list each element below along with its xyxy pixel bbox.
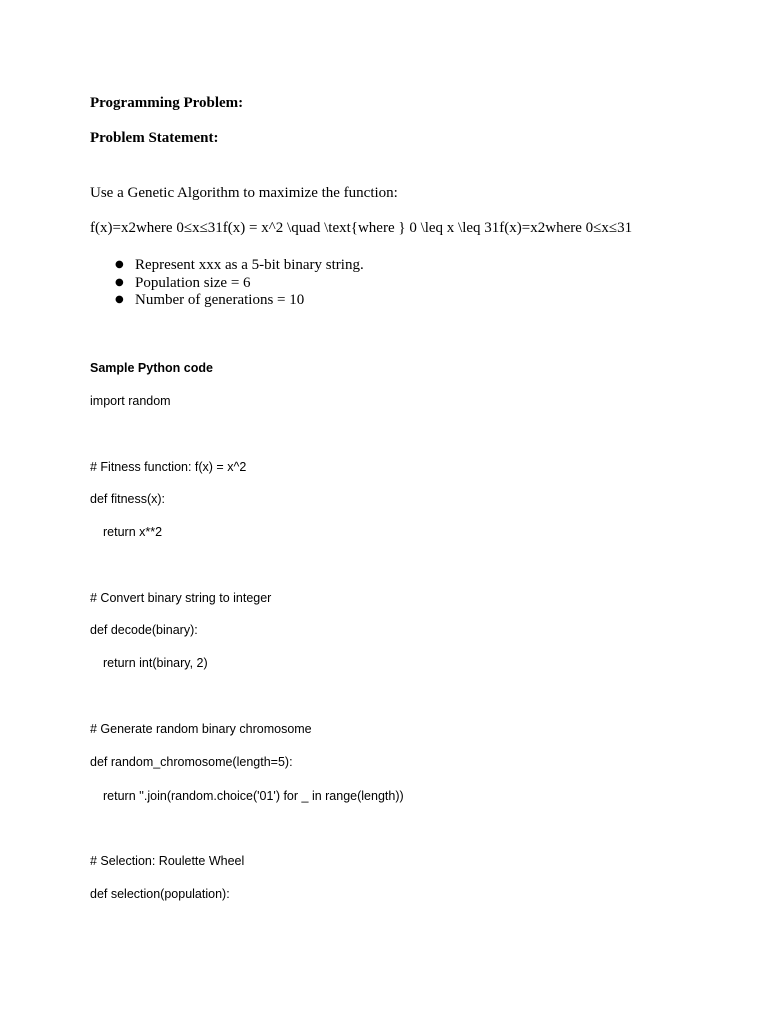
list-item-text: Number of generations = 10 [135,292,305,308]
list-item-text: Population size = 6 [135,274,251,291]
heading: Programming Problem: [90,95,244,111]
list-item [90,291,364,309]
code-line: return x**2 [103,525,163,539]
list-item [90,256,364,274]
bullet-icon: ● [115,294,124,305]
code-heading: Sample Python code [90,361,213,375]
formula-text: f(x)=x2where 0≤x≤31f(x) = x^2 \quad \text{where } 0 \leq x \leq 31f(x)=x2where 0≤x≤31 [90,220,633,236]
code-line: def selection(population): [90,887,230,901]
list-item-text: Represent xxx as a 5-bit binary string. [135,257,364,273]
code-line: def random_chromosome(length=5): [90,755,293,769]
code-line: return int(binary, 2) [103,656,208,670]
code-comment: # Selection: Roulette Wheel [90,854,245,868]
list-item [90,274,364,292]
code-line: import random [90,394,171,408]
code-line: return ''.join(random.choice('01') for _ in range(length)) [103,789,404,803]
code-line: def decode(binary): [90,623,198,637]
code-comment: # Convert binary string to integer [90,591,272,605]
bullet-icon: ● [115,259,124,270]
code-comment: # Generate random binary chromosome [90,722,312,736]
requirements-list [90,256,364,309]
code-comment: # Fitness function: f(x) = x^2 [90,460,247,474]
subheading: Problem Statement: [90,130,219,146]
intro-text: Use a Genetic Algorithm to maximize the function: [90,185,398,201]
bullet-icon: ● [115,276,124,288]
code-line: def fitness(x): [90,492,166,506]
